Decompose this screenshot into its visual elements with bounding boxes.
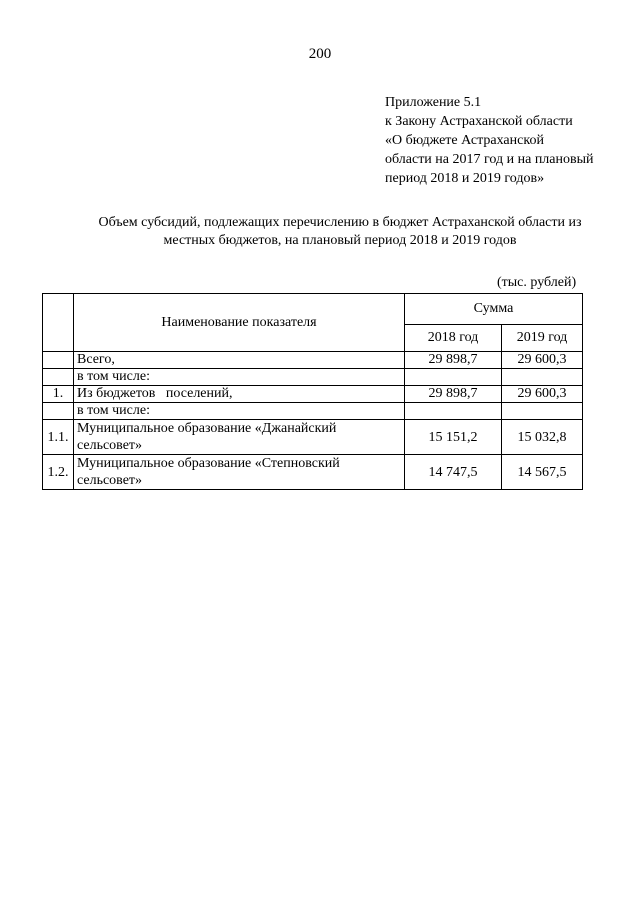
row-value-2019: 15 032,8	[502, 420, 583, 455]
appendix-line: период 2018 и 2019 годов»	[385, 171, 545, 186]
header-year-2019: 2019 год	[502, 325, 583, 352]
row-number: 1.	[43, 386, 74, 403]
table-row	[43, 455, 583, 490]
row-name: Муниципальное образование «Джанайский сельсовет»	[74, 420, 405, 455]
appendix-line: «О бюджете Астраханской	[385, 133, 544, 148]
row-name: в том числе:	[74, 369, 405, 386]
row-number	[43, 403, 74, 420]
row-name: Из бюджетов поселений,	[74, 386, 405, 403]
row-value-2019	[502, 369, 583, 386]
document-title	[40, 214, 640, 250]
header-sum: Сумма	[405, 294, 583, 325]
row-value-2018: 14 747,5	[405, 455, 502, 490]
subsidies-table	[42, 293, 583, 490]
row-number: 1.2.	[43, 455, 74, 490]
row-number	[43, 352, 74, 369]
appendix-line: Приложение 5.1	[385, 95, 482, 110]
header-number-cell	[43, 294, 74, 352]
row-value-2019: 14 567,5	[502, 455, 583, 490]
document-title-line: Объем субсидий, подлежащих перечислению в бюджет Астраханской области из	[98, 215, 582, 230]
row-value-2018	[405, 403, 502, 420]
row-value-2018: 15 151,2	[405, 420, 502, 455]
table-header-row	[43, 294, 583, 325]
page-number: 200	[308, 46, 332, 62]
table-row	[43, 420, 583, 455]
header-year-2018: 2018 год	[405, 325, 502, 352]
row-value-2018	[405, 369, 502, 386]
appendix-line: к Закону Астраханской области	[385, 114, 573, 129]
row-name: в том числе:	[74, 403, 405, 420]
row-number: 1.1.	[43, 420, 74, 455]
document-title-line: местных бюджетов, на плановый период 2018 и 2019 годов	[163, 233, 517, 248]
units-label: (тыс. рублей)	[497, 275, 577, 290]
table-row	[43, 352, 583, 369]
appendix-line: области на 2017 год и на плановый	[385, 152, 594, 167]
row-number	[43, 369, 74, 386]
row-value-2018: 29 898,7	[405, 386, 502, 403]
row-value-2019	[502, 403, 583, 420]
row-value-2019: 29 600,3	[502, 386, 583, 403]
row-name: Всего,	[74, 352, 405, 369]
header-name: Наименование показателя	[74, 294, 405, 352]
row-value-2019: 29 600,3	[502, 352, 583, 369]
appendix-block	[385, 93, 594, 188]
row-name: Муниципальное образование «Степновский сельсовет»	[74, 455, 405, 490]
table-row	[43, 403, 583, 420]
table-row	[43, 369, 583, 386]
row-value-2018: 29 898,7	[405, 352, 502, 369]
table-row	[43, 386, 583, 403]
